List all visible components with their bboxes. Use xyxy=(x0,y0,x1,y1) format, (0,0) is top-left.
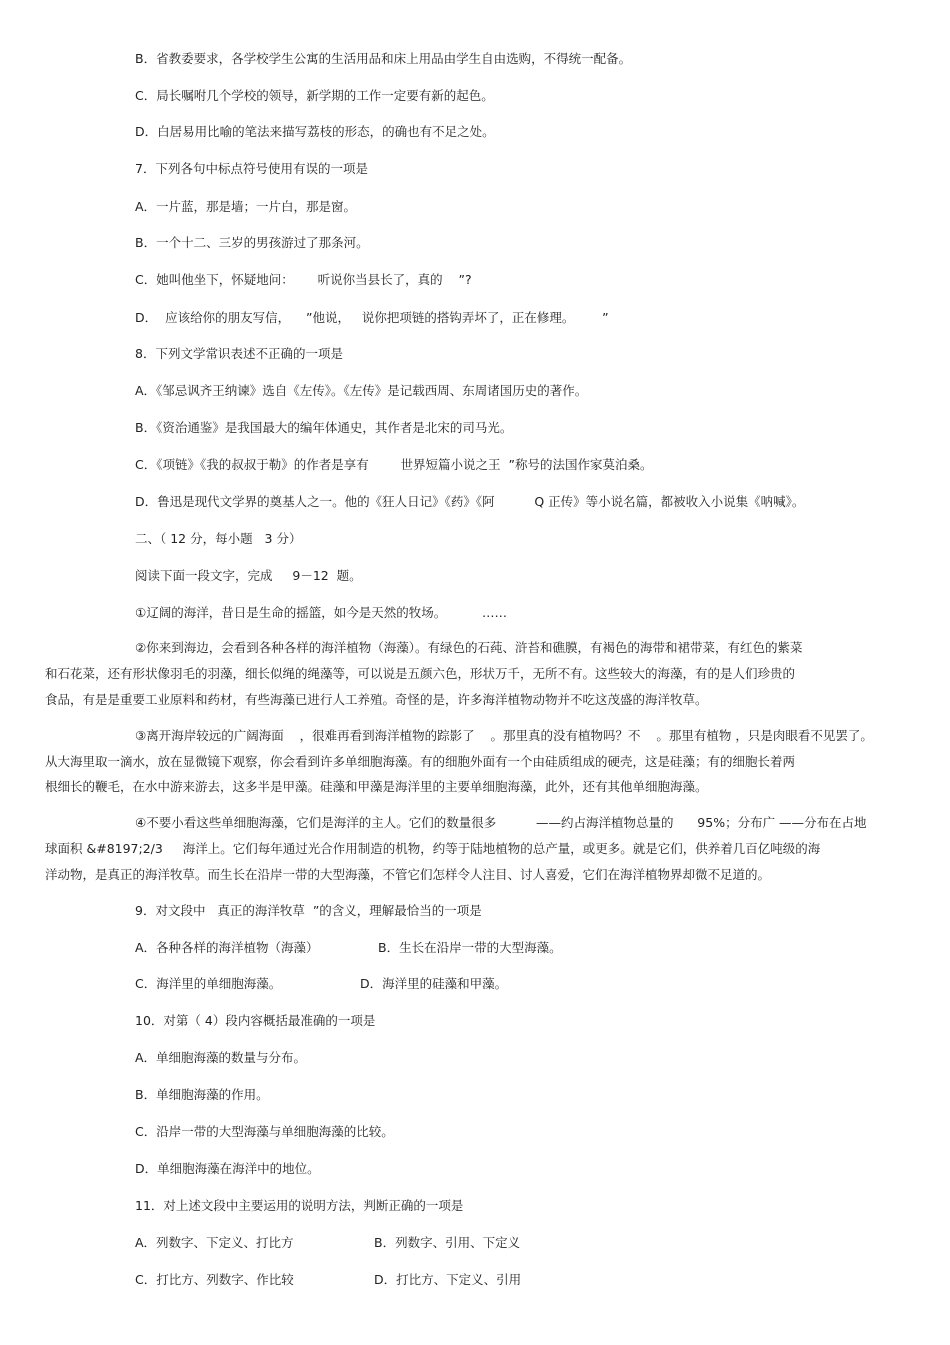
passage-paragraph-4-line: ④不要小看这些单细胞海藻，它们是海洋的主人。它们的数量很多 ——约占海洋植物总量的 95%；分布广 ——分布在占地 xyxy=(135,815,867,830)
passage-paragraph-3-line: ③离开海岸较远的广阔海面 ，很难再看到海洋植物的踪影了 。那里真的没有植物吗？不 。那里有植物 ，只是肉眼看不见罢了。 xyxy=(135,728,873,743)
q10-option-d: D．单细胞海藻在海洋中的地位。 xyxy=(135,1161,320,1176)
passage-paragraph-4-line: 球面积 &#8197;2/3 海洋上。它们每年通过光合作用制造的机物，约等于陆地植物的总产量，或更多。就是它们，供养着几百亿吨级的海 xyxy=(45,841,821,856)
q10-stem: 10．对第（ 4）段内容概括最准确的一项是 xyxy=(135,1013,376,1028)
q7-option-b: B．一个十二、三岁的男孩游过了那条河。 xyxy=(135,235,369,250)
q11-option-b: B．列数字、引用、下定义 xyxy=(374,1235,521,1250)
q8-option-b: B．《资治通鉴》是我国最大的编年体通史，其作者是北宋的司马光。 xyxy=(135,420,513,435)
q9-stem: 9．对文段中 真正的海洋牧草 ”的含义，理解最恰当的一项是 xyxy=(135,903,482,918)
q7-option-c: C．她叫他坐下，怀疑地问： 听说你当县长了，真的 ”? xyxy=(135,272,472,287)
q10-option-c: C．沿岸一带的大型海藻与单细胞海藻的比较。 xyxy=(135,1124,394,1139)
q11-stem: 11．对上述文段中主要运用的说明方法，判断正确的一项是 xyxy=(135,1198,464,1213)
q9-option-a: A．各种各样的海洋植物（海藻） xyxy=(135,940,319,955)
q9-option-d: D．海洋里的硅藻和甲藻。 xyxy=(360,976,508,991)
q11-option-d: D．打比方、下定义、引用 xyxy=(374,1272,522,1287)
passage-paragraph-4-line: 洋动物，是真正的海洋牧草。而生长在沿岸一带的大型海藻，不管它们怎样令人注目、讨人喜爱，它们在海洋植物界却微不足道的。 xyxy=(45,867,771,882)
passage-paragraph-2-line: ②你来到海边，会看到各种各样的海洋植物（海藻）。有绿色的石莼、浒苔和礁膜，有褐色的海带和裙带菜，有红色的紫菜 xyxy=(135,640,803,655)
q6-option-b: B．省教委要求，各学校学生公寓的生活用品和床上用品由学生自由选购，不得统一配备。 xyxy=(135,51,632,66)
q9-option-b: B．生长在沿岸一带的大型海藻。 xyxy=(378,940,562,955)
q10-option-b: B．单细胞海藻的作用。 xyxy=(135,1087,269,1102)
q10-option-a: A．单细胞海藻的数量与分布。 xyxy=(135,1050,307,1065)
passage-paragraph-3-line: 从大海里取一滴水，放在显微镜下观察，你会看到许多单细胞海藻。有的细胞外面有一个由硅质组成的硬壳，这是硅藻；有的细胞长着两 xyxy=(45,754,796,769)
passage-paragraph-2-line: 和石花菜，还有形状像羽毛的羽藻，细长似绳的绳藻等，可以说是五颜六色，形状万千，无所不有。这些较大的海藻，有的是人们珍贵的 xyxy=(45,666,796,681)
q6-option-d: D．白居易用比喻的笔法来描写荔枝的形态，的确也有不足之处。 xyxy=(135,124,495,139)
q9-option-c: C．海洋里的单细胞海藻。 xyxy=(135,976,282,991)
q8-option-d: D．鲁迅是现代文学界的奠基人之一。他的《狂人日记》《药》《阿 Q 正传》等小说名篇，都被收入小说集《呐喊》。 xyxy=(135,494,805,509)
passage-paragraph-3-line: 根细长的鞭毛，在水中游来游去，这多半是甲藻。硅藻和甲藻是海洋里的主要单细胞海藻，此外，还有其他单细胞海藻。 xyxy=(45,779,708,794)
q7-option-a: A．一片蓝，那是墙；一片白，那是窗。 xyxy=(135,199,357,214)
q8-option-a: A．《邹忌讽齐王纳谏》选自《左传》。《左传》是记载西周、东周诸国历史的著作。 xyxy=(135,383,588,398)
q8-option-c: C．《项链》《我的叔叔于勒》的作者是享有 世界短篇小说之王 ”称号的法国作家莫泊桑。 xyxy=(135,457,653,472)
passage-paragraph-2-line: 食品，有是是重要工业原料和药材，有些海藻已进行人工养殖。奇怪的是，许多海洋植物动物并不吃这茂盛的海洋牧草。 xyxy=(45,692,708,707)
q7-option-d: D． 应该给你的朋友写信， ”他说， 说你把项链的搭钩弄坏了，正在修理。 ” xyxy=(135,310,609,325)
q8-stem: 8．下列文学常识表述不正确的一项是 xyxy=(135,346,343,361)
q7-stem: 7．下列各句中标点符号使用有误的一项是 xyxy=(135,161,368,176)
section-instruction: 阅读下面一段文字，完成 9－12 题。 xyxy=(135,568,362,583)
q11-option-c: C．打比方、列数字、作比较 xyxy=(135,1272,294,1287)
section-heading: 二、（ 12 分，每小题 3 分） xyxy=(135,531,302,546)
passage-paragraph-1: ①辽阔的海洋，昔日是生命的摇篮，如今是天然的牧场。 …… xyxy=(135,605,507,620)
q11-option-a: A．列数字、下定义、打比方 xyxy=(135,1235,294,1250)
q6-option-c: C．局长嘱咐几个学校的领导，新学期的工作一定要有新的起色。 xyxy=(135,88,494,103)
